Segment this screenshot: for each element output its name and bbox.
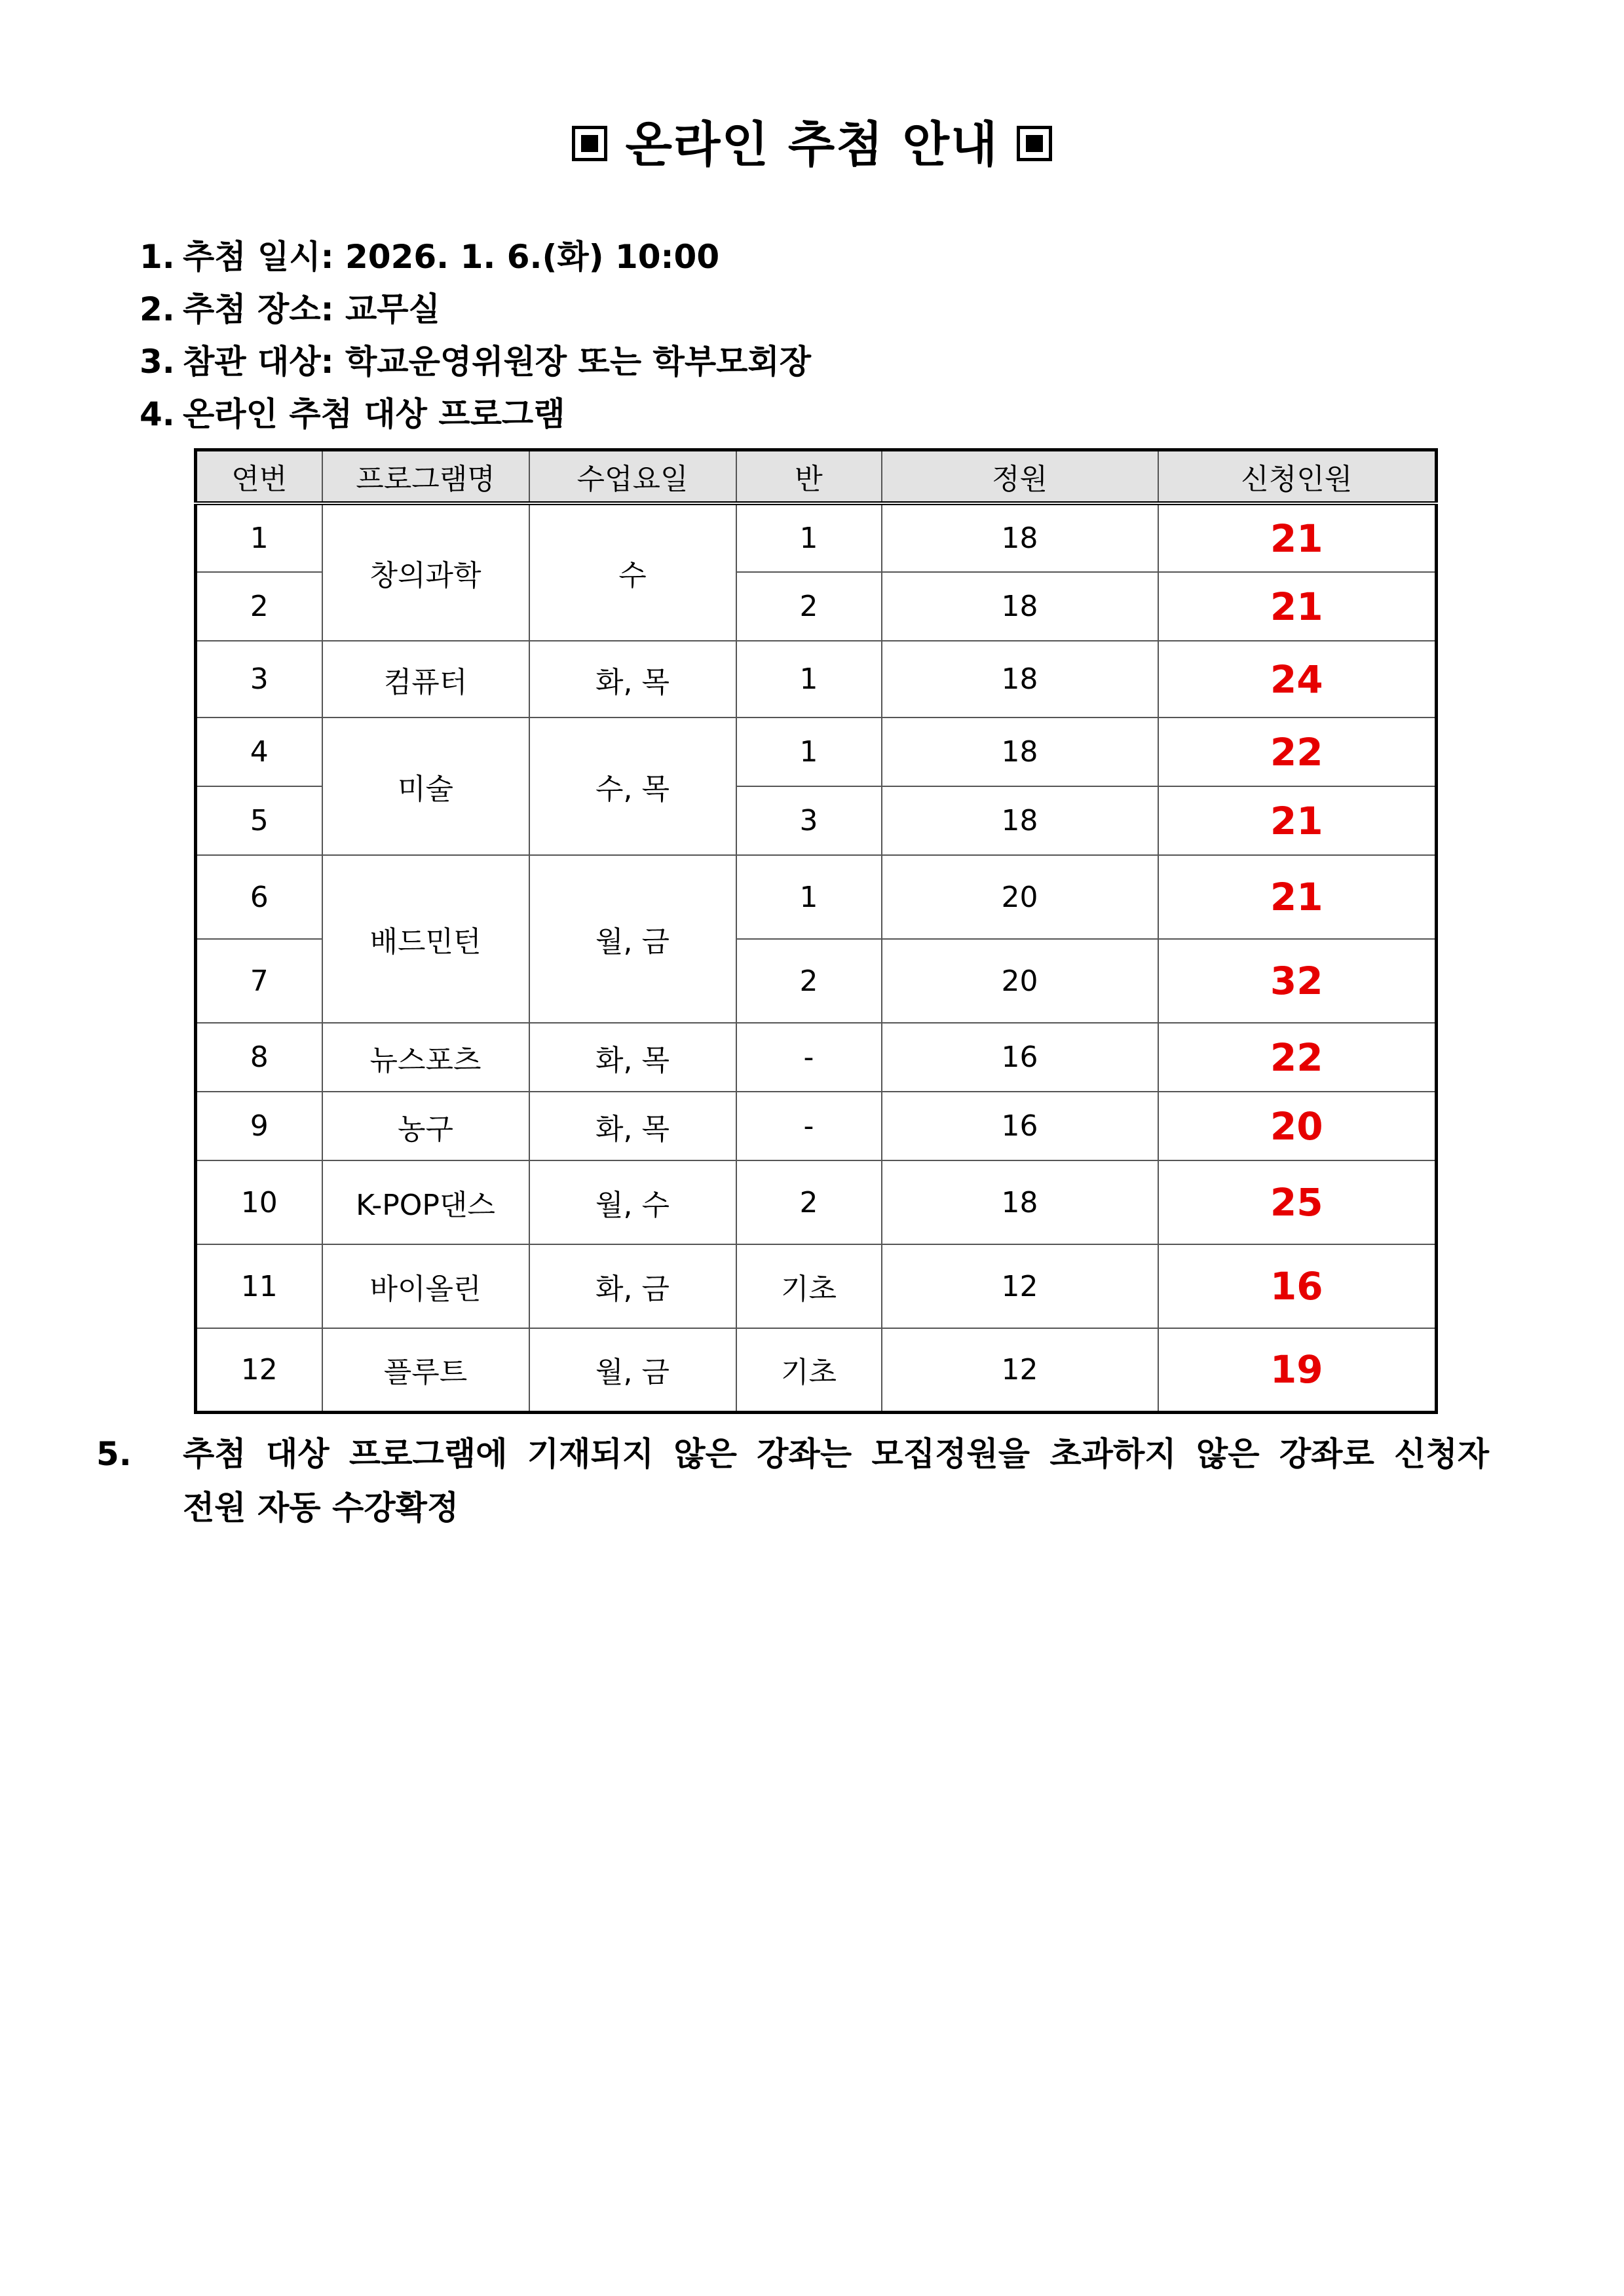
cell-program: K-POP댄스 xyxy=(322,1160,529,1244)
cell-no: 1 xyxy=(196,503,322,572)
item-number: 2. xyxy=(140,290,175,328)
cell-class: 1 xyxy=(736,718,882,786)
cell-applied: 22 xyxy=(1158,718,1437,786)
item-number: 4. xyxy=(140,395,175,433)
cell-no: 8 xyxy=(196,1023,322,1092)
cell-applied: 32 xyxy=(1158,939,1437,1023)
cell-capacity: 12 xyxy=(882,1244,1158,1328)
table-row xyxy=(196,1328,1437,1412)
cell-applied: 25 xyxy=(1158,1160,1437,1244)
notice-line-2: 전원 자동 수강확정 xyxy=(183,1489,459,1527)
lottery-program-table xyxy=(194,448,1438,1414)
header-capacity: 정원 xyxy=(882,450,1158,504)
cell-applied: 22 xyxy=(1158,1023,1437,1092)
cell-no: 7 xyxy=(196,939,322,1023)
cell-no: 9 xyxy=(196,1092,322,1160)
cell-capacity: 16 xyxy=(882,1023,1158,1092)
cell-program: 뉴스포츠 xyxy=(322,1023,529,1092)
cell-capacity: 20 xyxy=(882,939,1158,1023)
cell-applied: 20 xyxy=(1158,1092,1437,1160)
cell-applied: 24 xyxy=(1158,641,1437,718)
cell-capacity: 18 xyxy=(882,572,1158,641)
cell-no: 4 xyxy=(196,718,322,786)
cell-days: 화, 목 xyxy=(529,1092,736,1160)
cell-program: 배드민턴 xyxy=(322,855,529,1023)
cell-days: 월, 수 xyxy=(529,1160,736,1244)
cell-days: 화, 목 xyxy=(529,641,736,718)
cell-class: 3 xyxy=(736,786,882,855)
page-title xyxy=(0,106,1624,176)
cell-capacity: 18 xyxy=(882,503,1158,572)
item-text: 추첨 장소: 교무실 xyxy=(183,290,440,328)
table-row xyxy=(196,1244,1437,1328)
info-item-observers xyxy=(140,335,811,383)
cell-capacity: 20 xyxy=(882,855,1158,939)
cell-capacity: 18 xyxy=(882,1160,1158,1244)
cell-no: 10 xyxy=(196,1160,322,1244)
cell-class: 2 xyxy=(736,1160,882,1244)
cell-no: 6 xyxy=(196,855,322,939)
header-program: 프로그램명 xyxy=(322,450,529,504)
item-number: 3. xyxy=(140,343,175,381)
cell-program: 창의과학 xyxy=(322,503,529,641)
cell-capacity: 12 xyxy=(882,1328,1158,1412)
info-item-notice xyxy=(96,1427,1489,1535)
item-text: 추첨 대상 프로그램에 기재되지 않은 강좌는 모집정원을 초과하지 않은 강좌로 신청자 xyxy=(183,1435,1489,1473)
cell-applied: 21 xyxy=(1158,786,1437,855)
table-header-row xyxy=(196,450,1437,504)
header-applied: 신청인원 xyxy=(1158,450,1437,504)
cell-days: 월, 금 xyxy=(529,1328,736,1412)
cell-days: 화, 목 xyxy=(529,1023,736,1092)
cell-class: 1 xyxy=(736,641,882,718)
info-item-programs xyxy=(140,388,565,435)
item-text: 추첨 일시: 2026. 1. 6.(화) 10:00 xyxy=(183,238,720,276)
square-bullet-icon xyxy=(1017,126,1052,161)
cell-class: 2 xyxy=(736,939,882,1023)
cell-applied: 19 xyxy=(1158,1328,1437,1412)
header-days: 수업요일 xyxy=(529,450,736,504)
cell-program: 미술 xyxy=(322,718,529,855)
table-row xyxy=(196,503,1437,572)
cell-capacity: 18 xyxy=(882,718,1158,786)
cell-capacity: 16 xyxy=(882,1092,1158,1160)
cell-days: 화, 금 xyxy=(529,1244,736,1328)
cell-class: 기초 xyxy=(736,1244,882,1328)
cell-class: 기초 xyxy=(736,1328,882,1412)
cell-no: 11 xyxy=(196,1244,322,1328)
cell-applied: 21 xyxy=(1158,855,1437,939)
title-text: 온라인 추첨 안내 xyxy=(625,117,999,173)
table-row xyxy=(196,855,1437,939)
cell-class: 2 xyxy=(736,572,882,641)
cell-capacity: 18 xyxy=(882,641,1158,718)
cell-program: 바이올린 xyxy=(322,1244,529,1328)
cell-applied: 21 xyxy=(1158,572,1437,641)
cell-program: 컴퓨터 xyxy=(322,641,529,718)
item-number: 1. xyxy=(140,238,175,276)
cell-program: 플루트 xyxy=(322,1328,529,1412)
cell-no: 2 xyxy=(196,572,322,641)
item-text: 온라인 추첨 대상 프로그램 xyxy=(183,395,565,433)
cell-no: 12 xyxy=(196,1328,322,1412)
item-number: 5. xyxy=(96,1435,132,1473)
cell-class: 1 xyxy=(736,855,882,939)
cell-capacity: 18 xyxy=(882,786,1158,855)
header-class: 반 xyxy=(736,450,882,504)
cell-days: 수 xyxy=(529,503,736,641)
info-item-date xyxy=(140,231,719,278)
cell-days: 월, 금 xyxy=(529,855,736,1023)
item-text: 참관 대상: 학교운영위원장 또는 학부모회장 xyxy=(183,343,812,381)
table-row xyxy=(196,641,1437,718)
table-row xyxy=(196,718,1437,786)
square-bullet-icon xyxy=(572,126,607,161)
table-row xyxy=(196,1160,1437,1244)
cell-no: 3 xyxy=(196,641,322,718)
cell-class: - xyxy=(736,1092,882,1160)
table-row xyxy=(196,1092,1437,1160)
info-item-place xyxy=(140,283,440,330)
header-no: 연번 xyxy=(196,450,322,504)
cell-applied: 21 xyxy=(1158,503,1437,572)
cell-program: 농구 xyxy=(322,1092,529,1160)
notice-line-1 xyxy=(96,1427,1489,1481)
cell-applied: 16 xyxy=(1158,1244,1437,1328)
cell-class: 1 xyxy=(736,503,882,572)
table-row xyxy=(196,1023,1437,1092)
cell-no: 5 xyxy=(196,786,322,855)
cell-class: - xyxy=(736,1023,882,1092)
cell-days: 수, 목 xyxy=(529,718,736,855)
